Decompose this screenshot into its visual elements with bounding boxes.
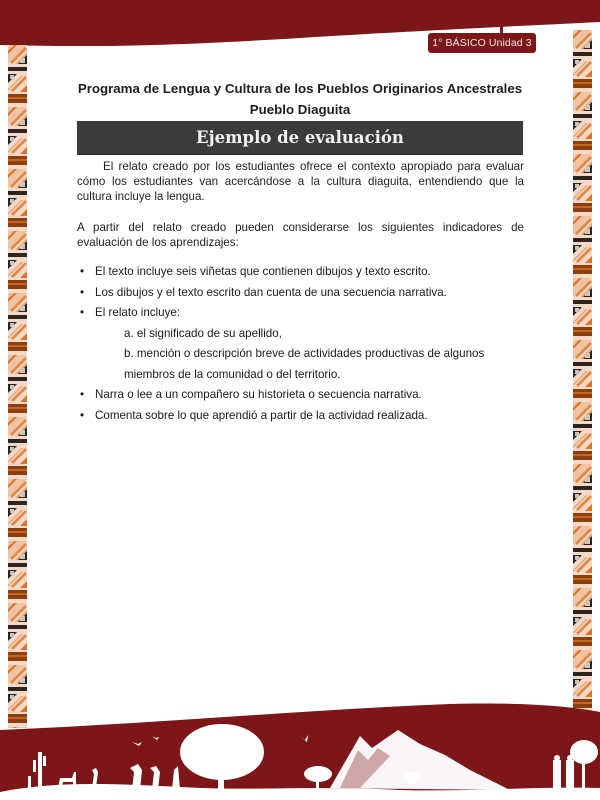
unit-badge: 1° BÁSICO Unidad 3 [428,33,536,53]
sub-item: a. el significado de su apellido, [124,326,282,340]
list-item-text: El relato incluye: [95,306,181,319]
left-pattern-border [8,45,27,728]
sub-item: b. mención o descripción breve de actividades productivas de algunos miembros de la comunidad o del territorio. [124,347,485,381]
bullet-icon: • [80,388,85,401]
right-pattern-border [573,30,592,716]
list-item [77,262,524,283]
indicators-intro-paragraph: A partir del relato creado pueden considerarse los siguientes indicadores de evaluación de los aprendizajes: [77,221,524,250]
list-item [77,406,524,427]
list-item [77,385,524,406]
list-item-text: Los dibujos y el texto escrito dan cuenta de una secuencia narrativa. [95,285,447,299]
program-title-line2: Pueblo Diaguita [249,102,351,117]
list-item-text: El texto incluye seis viñetas que contienen dibujos y texto escrito. [95,265,431,278]
bullet-icon: • [80,306,85,319]
bullet-icon: • [80,285,85,299]
intro-paragraph: El relato creado por los estudiantes ofrece el contexto apropiado para evaluar cómo los estudiantes van acercándose a la cultura diaguita, entendiendo que la cultura incluye la lengua. [77,160,524,204]
footer-landscape [0,700,600,800]
list-item-text: Narra o lee a un compañero su historieta o secuencia narrativa. [95,388,422,401]
evaluation-indicators-list [77,262,524,426]
bullet-icon: • [80,265,85,278]
program-title [60,78,540,120]
bullet-icon: • [80,408,85,422]
list-item-text: Comenta sobre lo que aprendió a partir de la actividad realizada. [95,408,428,422]
list-item [77,303,524,385]
list-item [77,283,524,304]
program-title-line1: Programa de Lengua y Cultura de los Pueblos Originarios Ancestrales [77,81,523,96]
section-heading: Ejemplo de evaluación [77,121,523,154]
